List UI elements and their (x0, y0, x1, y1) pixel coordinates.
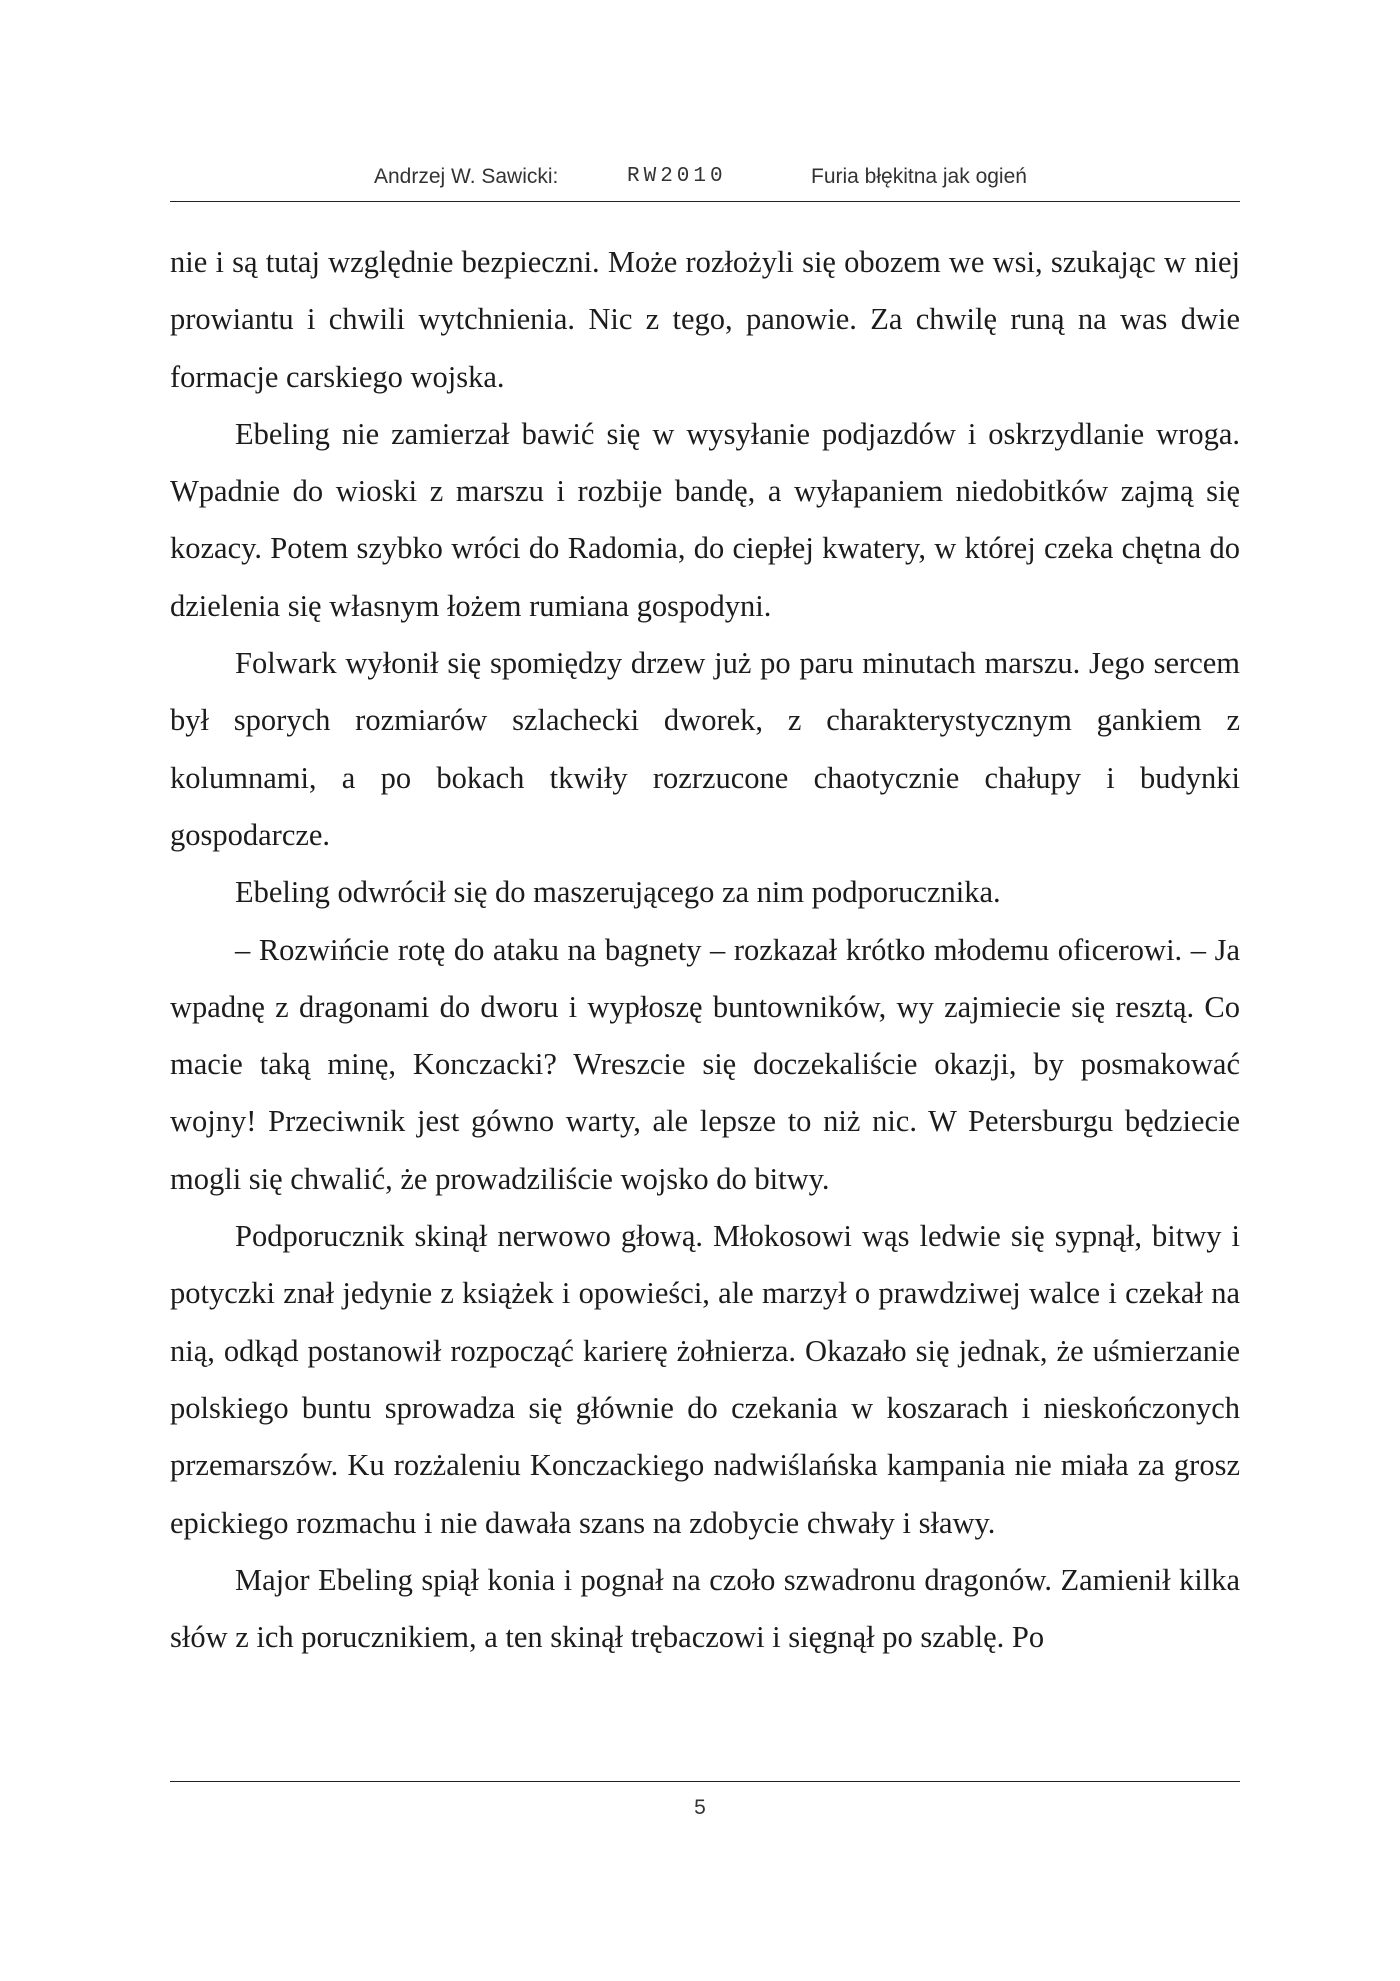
paragraph: Ebeling odwrócił się do maszerującego za nim podporucznika. (235, 875, 1001, 910)
paragraph: – Rozwińcie rotę do ataku na bagnety – rozkazał krótko młodemu oficerowi. – Ja wpadnę z dragonami do dworu i wypłoszę buntowników, wy zajmiecie się resztą. Co macie taką minę, Konczacki? Wreszcie się doczekaliście okazji, by posmakować wojny! Przeciwnik jest gówno warty, ale lepsze to niż nic. W Petersburgu będziecie mogli się chwalić, że prowadziliście wojsko do bitwy. (170, 932, 1240, 1196)
footer-rule (170, 1781, 1240, 1782)
paragraph: Ebeling nie zamierzał bawić się w wysyłanie podjazdów i oskrzydlanie wroga. Wpadnie do wioski z marszu i rozbije bandę, a wyłapaniem niedobitków zajmą się kozacy. Potem szybko wróci do Radomia, do ciepłej kwatery, w której czeka chętna do dzielenia się własnym łożem rumiana gospodyni. (170, 416, 1240, 623)
header-series: RW2010 (627, 165, 727, 188)
paragraph: nie i są tutaj względnie bezpieczni. Może rozłożyli się obozem we wsi, szukając w niej prowiantu i chwili wytchnienia. Nic z tego, panowie. Za chwilę runą na was dwie formacje carskiego wojska. (170, 245, 1240, 394)
paragraph: Folwark wyłonił się spomiędzy drzew już po paru minutach marszu. Jego sercem był sporych rozmiarów szlachecki dworek, z charakterystycznym gankiem z kolumnami, a po bokach tkwiły rozrzucone chaotycznie chałupy i budynki gospodarcze. (170, 646, 1240, 852)
paragraph: Podporucznik skinął nerwowo głową. Młokosowi wąs ledwie się sypnął, bitwy i potyczki znał jedynie z książek i opowieści, ale marzył o prawdziwej walce i czekał na nią, odkąd postanowił rozpocząć karierę żołnierza. Okazało się jednak, że uśmierzanie polskiego buntu sprowadza się głównie do czekania w koszarach i nieskończonych przemarszów. Ku rozżaleniu Konczackiego nadwiślańska kampania nie miała za grosz epickiego rozmachu i nie dawała szans na zdobycie chwały i sławy. (170, 1219, 1240, 1540)
body-text (170, 234, 1240, 1666)
header-rule (170, 201, 1240, 202)
page-number: 5 (694, 1796, 706, 1819)
paragraph: Major Ebeling spiął konia i pognał na czoło szwadronu dragonów. Zamienił kilka słów z ich porucznikiem, a ten skinął trębaczowi i sięgnął po szablę. Po (170, 1562, 1240, 1655)
header-book-title: Furia błękitna jak ogień (811, 165, 1027, 188)
running-header (170, 161, 1240, 191)
header-author: Andrzej W. Sawicki: (374, 165, 559, 188)
